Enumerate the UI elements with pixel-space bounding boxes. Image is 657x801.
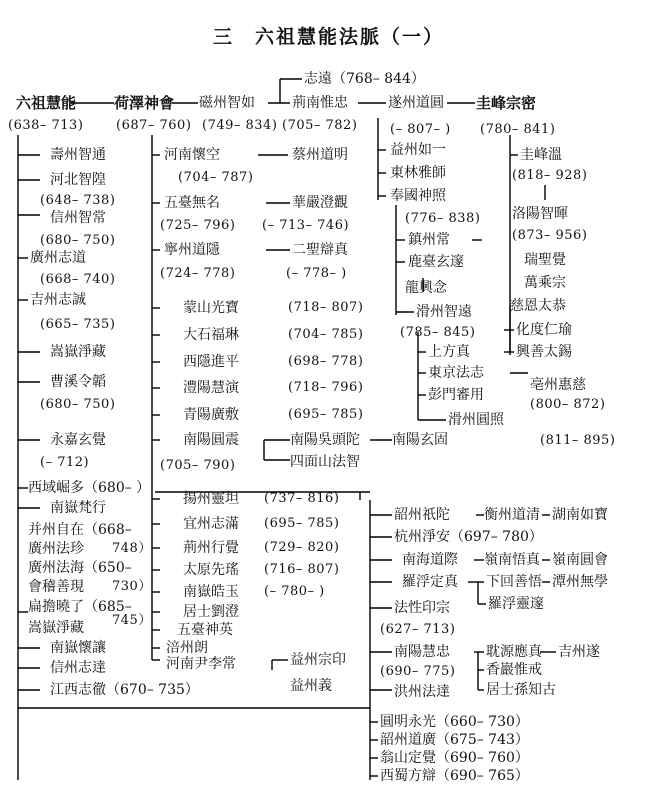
node-hongzhou: 洪州法達 — [394, 684, 450, 700]
node-jizhou-sui: 吉州遂 — [558, 644, 600, 660]
node-taiyuan: 太原先瑤 — [183, 562, 239, 578]
node-guangzhou-fazhen: 廣州法珍 — [28, 541, 84, 557]
node-lingnan-wuzhen: 嶺南悟真 — [484, 552, 540, 568]
node-d730: 730） — [112, 579, 152, 594]
node-nanyue-fanxing: 南嶽梵行 — [50, 500, 106, 516]
node-nanyang-huizhong-dates: (690– 775) — [380, 664, 456, 679]
node-pengmen: 彭門審用 — [428, 387, 484, 403]
node-dashi-dates: (704– 785) — [288, 327, 364, 342]
node-huineng: 六祖慧能 — [16, 94, 77, 112]
node-huadu: 化度仁瑜 — [516, 322, 572, 338]
node-suizhou: 遂州道圓 — [388, 95, 444, 111]
node-xiyin: 西隱進平 — [183, 354, 239, 370]
page-title: 三 六祖慧能法脈（一） — [212, 26, 444, 48]
node-lingnan-yuanhui: 嶺南圓會 — [552, 552, 608, 568]
node-faxing-dates: (627– 713) — [380, 622, 456, 637]
node-guangzhou-zhidao: 廣州志道 — [30, 250, 86, 266]
node-luofu-zhixing: 羅浮定真 — [402, 574, 458, 590]
node-d745: 745） — [112, 613, 152, 628]
node-yuanming: 圓明永光（660– 730） — [380, 714, 529, 730]
node-luoyang-dates: (873– 956) — [512, 228, 588, 243]
node-cien: 慈恩太恭 — [510, 298, 566, 314]
node-qingyang: 青陽廣敷 — [183, 407, 239, 423]
node-huazhou-zhiyuan: 滑州智遠 — [416, 304, 472, 320]
node-fuzhou-lang: 涪州朗 — [166, 640, 208, 656]
node-shaozhou-qituo: 韶州祇陀 — [394, 507, 450, 523]
node-xiyin-dates: (698– 778) — [288, 354, 364, 369]
node-guifeng: 圭峰宗密 — [476, 94, 537, 112]
node-shaozhou-daoguang: 韶州道廣（675– 743） — [380, 732, 529, 748]
node-nanyang-yuanzhen-dates: (705– 790) — [160, 458, 236, 473]
node-hunan: 湖南如寶 — [552, 507, 608, 523]
node-wutai-shenying: 五臺神英 — [177, 622, 233, 638]
node-kuaiji: 會稽善現 — [28, 579, 84, 595]
node-fengguo-dates: (776– 838) — [405, 211, 481, 226]
node-hangzhou: 杭州淨安（697– 780） — [394, 529, 543, 545]
node-heze-dates: (687– 760) — [116, 118, 192, 133]
node-xiahui: 下回善悟 — [486, 574, 542, 590]
node-xinzhou-dates: (680– 750) — [40, 233, 116, 248]
node-heze: 荷澤神會 — [114, 94, 175, 112]
node-henan-yinlichang: 河南尹李常 — [166, 656, 236, 672]
node-jizhou-dates: (665– 735) — [40, 317, 116, 332]
node-nanyue-huairang: 南嶽懷讓 — [50, 640, 106, 656]
node-huazhou-dates: (785– 845) — [400, 325, 476, 340]
node-biandan: 扁擔曉了（685– — [28, 599, 132, 615]
node-ersheng: 二聖辯真 — [292, 242, 348, 258]
node-hebei-dates: (648– 738) — [40, 193, 116, 208]
node-guangzhou-dates: (668– 740) — [40, 272, 116, 287]
node-shangfang: 上方真 — [428, 344, 470, 360]
node-nanyue-haoyu-dates: (– 780– ) — [264, 584, 325, 599]
node-nanhai: 南海道際 — [402, 552, 458, 568]
node-ningzhou: 寧州道隱 — [164, 242, 220, 258]
node-yongjia: 永嘉玄覺 — [50, 432, 106, 448]
node-suizhou-dates: (– 807– ) — [390, 122, 451, 137]
node-caoxi: 曹溪令韜 — [50, 374, 106, 390]
node-jiangxi: 江西志徹（670– 735） — [50, 682, 199, 698]
node-nanyue-haoyu: 南嶽皓玉 — [183, 584, 239, 600]
node-songyue-jingzang: 嵩嶽淨藏 — [50, 344, 106, 360]
node-taiyuan-dates: (716– 807) — [264, 562, 340, 577]
node-yizhou-zhiman-dates: (695– 785) — [264, 516, 340, 531]
node-dongjing: 東京法志 — [428, 365, 484, 381]
node-cizhou: 磁州智如 — [199, 95, 255, 111]
node-huazhou-yuanzhao: 滑州圓照 — [448, 412, 504, 428]
node-danyuan: 耽源應真 — [486, 644, 542, 660]
node-wansheng: 萬乘宗 — [524, 275, 566, 291]
node-nanyang-yuanzhen: 南陽圓震 — [183, 432, 239, 448]
node-jingzhou-xingjue: 荊州行覺 — [183, 540, 239, 556]
node-liyang: 澧陽慧演 — [183, 380, 239, 396]
node-yizhou-yi: 益州義 — [290, 678, 332, 694]
node-ersheng-dates: (– 778– ) — [286, 266, 347, 281]
node-guifeng-dates: (780– 841) — [480, 122, 556, 137]
node-cizhou-dates: (749– 834) — [202, 118, 278, 133]
node-yangzhou: 揚州靈坦 — [183, 491, 239, 507]
node-bozhou: 亳州惠慈 — [530, 377, 586, 393]
node-xinzhou-zhichang: 信州智常 — [50, 210, 106, 226]
node-ruisheng: 瑞聖覺 — [524, 252, 566, 268]
node-nanyang-xuangu: 南陽玄固 — [392, 432, 448, 448]
node-yizhou-ruyi: 益州如一 — [390, 142, 446, 158]
node-yizhou-zongyin: 益州宗印 — [290, 652, 346, 668]
node-yangzhou-dates: (737– 816) — [264, 491, 340, 506]
node-tanzhou: 潭州無學 — [552, 574, 608, 590]
node-wushan: 翁山定覺（690– 760） — [380, 750, 529, 766]
node-lutai: 鹿臺玄邃 — [408, 254, 464, 270]
node-luoyang: 洛陽智暉 — [512, 206, 568, 222]
node-yizhou-zhiman: 宜州志滿 — [183, 516, 239, 532]
node-dashi: 大石福琳 — [183, 327, 239, 343]
node-songyue-jingzang-2: 嵩嶽淨藏 — [28, 620, 84, 636]
node-hengzhou: 衡州道清 — [484, 507, 540, 523]
node-caoxi-dates: (680– 750) — [40, 397, 116, 412]
node-xingshan: 興善太錫 — [516, 344, 572, 360]
node-wutai-wuming: 五臺無名 — [164, 195, 220, 211]
node-jizhou: 吉州志誠 — [30, 292, 86, 308]
node-mengshan: 蒙山光寶 — [183, 300, 239, 316]
node-henan-huaikong-dates: (704– 787) — [178, 170, 254, 185]
node-zhenzhou: 鎮州常 — [408, 232, 450, 248]
node-jushi-liucheng: 居士劉澄 — [183, 604, 239, 620]
node-luofu-lingsui: 羅浮靈邃 — [488, 596, 544, 612]
node-d748: 748） — [112, 541, 152, 556]
node-huayan: 華嚴澄觀 — [292, 195, 348, 211]
node-jingnan: 荊南惟忠 — [292, 95, 348, 111]
node-xinzhou-zhida: 信州志達 — [50, 660, 106, 676]
node-wutai-dates: (725– 796) — [160, 218, 236, 233]
node-caizhou: 蔡州道明 — [292, 147, 348, 163]
node-simian: 四面山法智 — [290, 454, 360, 470]
node-huayan-dates: (– 713– 746) — [262, 218, 350, 233]
node-bozhou-dates: (800– 872) — [530, 397, 606, 412]
node-qingyang-dates: (695– 785) — [288, 407, 364, 422]
node-nanyang-huizhong: 南陽慧忠 — [394, 644, 450, 660]
node-jingnan-dates: (705– 782) — [282, 118, 358, 133]
node-jingzhou-xingjue-dates: (729– 820) — [264, 540, 340, 555]
node-guifengwen-dates: (818– 928) — [512, 168, 588, 183]
node-donglin: 東林雅師 — [390, 165, 446, 181]
node-liyang-dates: (718– 796) — [288, 380, 364, 395]
node-guangzhou-fahai: 廣州法海（650– — [28, 560, 132, 576]
node-faxing: 法性印宗 — [394, 600, 450, 616]
node-xiyu: 西域崛多（680– ） — [28, 480, 151, 496]
node-yongjia-dates: (– 712) — [40, 455, 90, 470]
node-hebei: 河北智隍 — [50, 172, 106, 188]
node-zhiyuan: 志遠（768– 844） — [304, 71, 425, 87]
node-huazhou-yuanzhao-dates: (811– 895) — [540, 433, 616, 448]
node-bingzhou: 并州自在（668– — [28, 522, 132, 538]
node-longxing: 龍興念 — [405, 280, 447, 296]
node-ningzhou-dates: (724– 778) — [160, 266, 236, 281]
node-jushi-sun: 居士孫知古 — [486, 682, 556, 698]
node-nanyang-wutou: 南陽吳頭陀 — [290, 432, 360, 448]
node-huineng-dates: (638– 713) — [8, 118, 84, 133]
node-guifengwen: 圭峰溫 — [520, 147, 562, 163]
node-xiangyan: 香巖惟戒 — [486, 662, 542, 678]
node-shouzhou: 壽州智通 — [50, 147, 106, 163]
node-xishu: 西蜀方辯（690– 765） — [380, 768, 529, 784]
node-fengguo: 奉國神照 — [390, 188, 446, 204]
node-henan-huaikong: 河南懷空 — [164, 147, 220, 163]
node-mengshan-dates: (718– 807) — [288, 300, 364, 315]
